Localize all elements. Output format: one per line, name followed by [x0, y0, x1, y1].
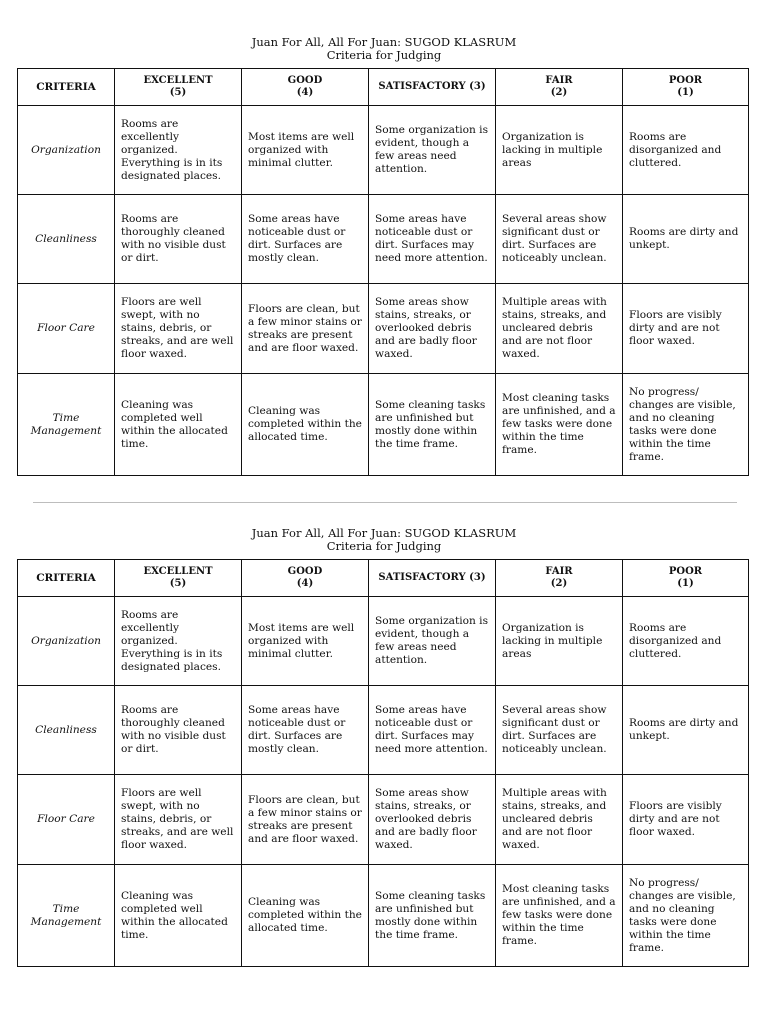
column-header: [242, 69, 369, 106]
column-header-label: SATISFACTORY (3): [378, 572, 486, 583]
rubric-cell: Most cleaning tasks are unfinished, and a few tasks were done within the time frame.: [496, 865, 623, 967]
rubric-cell: Some cleaning tasks are unfinished but mostly done within the time frame.: [369, 865, 496, 967]
column-header-label: CRITERIA: [36, 572, 96, 584]
rubric-cell: Some areas have noticeable dust or dirt. Surfaces are mostly clean.: [242, 686, 369, 775]
document-subtitle: Criteria for Judging: [326, 48, 442, 62]
column-header-label: EXCELLENT: [143, 566, 213, 577]
document-title: Juan For All, All For Juan: SUGOD KLASRUM: [251, 35, 517, 49]
criteria-name: Organization: [18, 597, 115, 686]
criteria-name: Floor Care: [18, 775, 115, 865]
criteria-name: Time Management: [18, 374, 115, 476]
rubric-cell: Some organization is evident, though a few areas need attention.: [369, 106, 496, 195]
rubric-cell: Some areas show stains, streaks, or overlooked debris and are badly floor waxed.: [369, 284, 496, 374]
rubric-cell: Floors are visibly dirty and are not floor waxed.: [623, 284, 749, 374]
column-header-label: FAIR: [545, 75, 573, 86]
table-row: [18, 597, 749, 686]
rubric-cell: Most cleaning tasks are unfinished, and a few tasks were done within the time frame.: [496, 374, 623, 476]
column-header-score: (2): [550, 578, 568, 589]
rubric-cell: Some areas have noticeable dust or dirt. Surfaces may need more attention.: [369, 686, 496, 775]
document-title: Juan For All, All For Juan: SUGOD KLASRUM: [251, 526, 517, 540]
rubric-cell: Rooms are excellently organized. Everything is in its designated places.: [115, 106, 242, 195]
column-header-score: (2): [550, 87, 568, 98]
column-header-label: POOR: [668, 566, 703, 577]
rubric-sheet-2: [0, 526, 768, 954]
column-header: [623, 560, 749, 597]
rubric-cell: Cleaning was completed within the allocated time.: [242, 865, 369, 967]
rubric-cell: Several areas show significant dust or dirt. Surfaces are noticeably unclean.: [496, 195, 623, 284]
criteria-name: Cleanliness: [18, 195, 115, 284]
rubric-cell: Some areas show stains, streaks, or overlooked debris and are badly floor waxed.: [369, 775, 496, 865]
table-row: [18, 195, 749, 284]
column-header-score: (1): [677, 578, 694, 589]
rubric-cell: Organization is lacking in multiple areas: [496, 597, 623, 686]
column-header-score: (4): [296, 578, 314, 589]
rubric-cell: Cleaning was completed well within the allocated time.: [115, 374, 242, 476]
table-row: [18, 865, 749, 967]
column-header-score: (4): [296, 87, 314, 98]
criteria-name: Floor Care: [18, 284, 115, 374]
table-row: [18, 374, 749, 476]
rubric-cell: Floors are clean, but a few minor stains or streaks are present and are floor waxed.: [242, 775, 369, 865]
page-divider: [33, 502, 737, 503]
criteria-name: Time Management: [18, 865, 115, 967]
column-header-label: SATISFACTORY (3): [378, 81, 486, 92]
rubric-cell: Floors are visibly dirty and are not floor waxed.: [623, 775, 749, 865]
column-header-label: EXCELLENT: [143, 75, 213, 86]
table-row: [18, 106, 749, 195]
column-header-score: (5): [169, 87, 187, 98]
column-header: [242, 560, 369, 597]
rubric-cell: Organization is lacking in multiple areas: [496, 106, 623, 195]
criteria-table: [17, 559, 749, 967]
header-row: [18, 69, 749, 106]
column-header-label: GOOD: [287, 75, 323, 86]
rubric-cell: Rooms are disorganized and cluttered.: [623, 106, 749, 195]
column-header: [496, 560, 623, 597]
rubric-cell: Most items are well organized with minimal clutter.: [242, 106, 369, 195]
column-header-label: FAIR: [545, 566, 573, 577]
column-header: [18, 560, 115, 597]
table-row: [18, 775, 749, 865]
column-header: [369, 69, 496, 106]
column-header: [115, 69, 242, 106]
column-header: [18, 69, 115, 106]
rubric-cell: Rooms are thoroughly cleaned with no visible dust or dirt.: [115, 195, 242, 284]
rubric-cell: Rooms are excellently organized. Everything is in its designated places.: [115, 597, 242, 686]
column-header-score: (1): [677, 87, 694, 98]
column-header-label: CRITERIA: [36, 81, 96, 93]
rubric-cell: Most items are well organized with minimal clutter.: [242, 597, 369, 686]
table-row: [18, 284, 749, 374]
rubric-cell: Cleaning was completed well within the allocated time.: [115, 865, 242, 967]
document-subtitle: Criteria for Judging: [326, 539, 442, 553]
rubric-cell: Some cleaning tasks are unfinished but mostly done within the time frame.: [369, 374, 496, 476]
rubric-cell: No progress/ changes are visible, and no cleaning tasks were done within the time frame.: [623, 865, 749, 967]
rubric-sheet-1: [0, 35, 768, 463]
rubric-cell: Floors are well swept, with no stains, debris, or streaks, and are well floor waxed.: [115, 284, 242, 374]
rubric-cell: Floors are well swept, with no stains, debris, or streaks, and are well floor waxed.: [115, 775, 242, 865]
rubric-cell: Several areas show significant dust or dirt. Surfaces are noticeably unclean.: [496, 686, 623, 775]
criteria-name: Cleanliness: [18, 686, 115, 775]
rubric-cell: Rooms are dirty and unkept.: [623, 686, 749, 775]
rubric-cell: Cleaning was completed within the allocated time.: [242, 374, 369, 476]
column-header: [496, 69, 623, 106]
table-row: [18, 686, 749, 775]
rubric-cell: Some areas have noticeable dust or dirt. Surfaces are mostly clean.: [242, 195, 369, 284]
rubric-cell: Multiple areas with stains, streaks, and uncleared debris and are not floor waxed.: [496, 775, 623, 865]
column-header-score: (5): [169, 578, 187, 589]
criteria-name: Organization: [18, 106, 115, 195]
column-header: [115, 560, 242, 597]
header-row: [18, 560, 749, 597]
rubric-cell: Some organization is evident, though a few areas need attention.: [369, 597, 496, 686]
column-header-label: POOR: [668, 75, 703, 86]
rubric-cell: No progress/ changes are visible, and no cleaning tasks were done within the time frame.: [623, 374, 749, 476]
rubric-cell: Multiple areas with stains, streaks, and uncleared debris and are not floor waxed.: [496, 284, 623, 374]
column-header: [623, 69, 749, 106]
rubric-cell: Floors are clean, but a few minor stains or streaks are present and are floor waxed.: [242, 284, 369, 374]
column-header-label: GOOD: [287, 566, 323, 577]
rubric-cell: Rooms are dirty and unkept.: [623, 195, 749, 284]
column-header: [369, 560, 496, 597]
rubric-cell: Rooms are disorganized and cluttered.: [623, 597, 749, 686]
rubric-cell: Rooms are thoroughly cleaned with no visible dust or dirt.: [115, 686, 242, 775]
rubric-cell: Some areas have noticeable dust or dirt. Surfaces may need more attention.: [369, 195, 496, 284]
criteria-table: [17, 68, 749, 476]
